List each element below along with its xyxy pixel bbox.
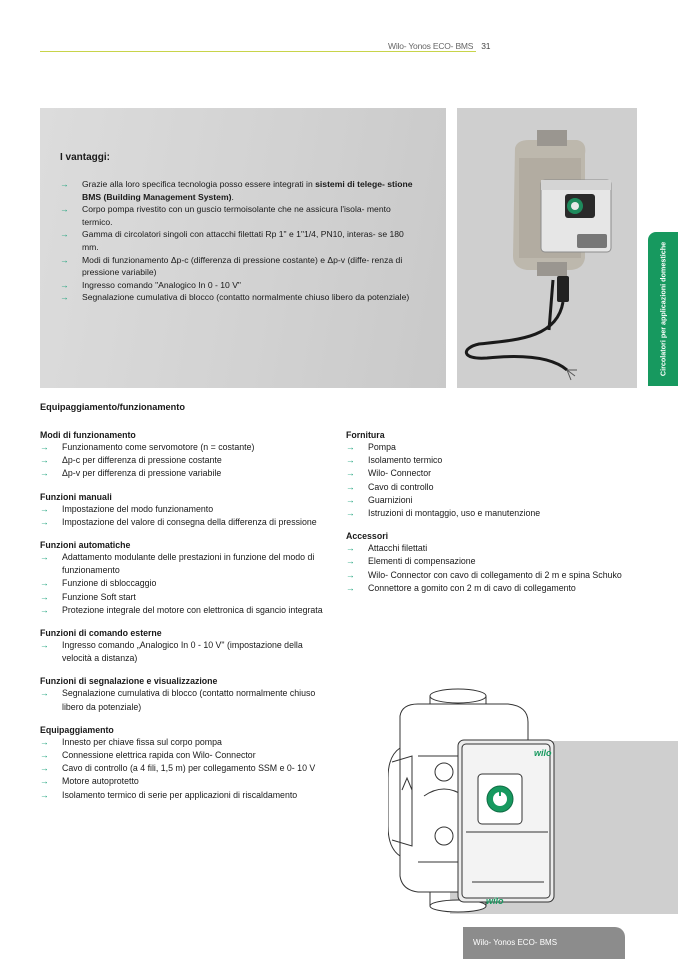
section-title: Funzioni manuali <box>40 491 112 502</box>
list-item: → Pompa <box>346 441 636 454</box>
arrow-icon: → <box>40 776 49 787</box>
left-column <box>40 430 330 813</box>
list-item: → Funzione Soft start <box>40 591 330 604</box>
running-header <box>388 41 490 51</box>
arrow-icon: → <box>40 578 49 589</box>
arrow-icon: → <box>60 204 69 215</box>
list-item: → Cavo di controllo <box>346 481 636 494</box>
arrow-icon: → <box>40 455 49 466</box>
list-item: → Connessione elettrica rapida con Wilo- Connector <box>40 749 330 762</box>
advantages-list <box>60 178 420 304</box>
arrow-icon: → <box>40 688 49 699</box>
section-funzioni-automatiche <box>40 540 330 617</box>
arrow-icon: → <box>346 508 355 519</box>
advantages-box <box>40 108 446 388</box>
list-item: → Grazie alla loro specifica tecnologia posso essere integrati in sistemi di telege- stione BMS (Building Management System). <box>60 179 413 202</box>
chapter-tab <box>648 232 678 386</box>
arrow-icon: → <box>40 736 49 747</box>
arrow-icon: → <box>40 468 49 479</box>
list-item: → Innesto per chiave fissa sul corpo pompa <box>40 736 330 749</box>
arrow-icon: → <box>346 569 355 580</box>
list-item: → Segnalazione cumulativa di blocco (contatto normalmente chiuso libero da potenziale) <box>60 292 410 303</box>
header-title: Wilo- Yonos ECO- BMS <box>388 41 474 51</box>
arrow-icon: → <box>346 543 355 554</box>
section-modi-funzionamento <box>40 430 330 481</box>
pump-drawing-svg <box>388 686 678 914</box>
section-funzioni-manuali <box>40 492 330 529</box>
section-title: Modi di funzionamento <box>40 430 136 440</box>
list-item: → Elementi di compensazione <box>346 555 636 568</box>
arrow-icon: → <box>40 591 49 602</box>
list-item: → Gamma di circolatori singoli con attacchi filettati Rp 1" e 1"1/4, PN10, interas- se 180 mm. <box>60 229 404 252</box>
chapter-tab-label: Circolatori per applicazioni domestiche <box>658 241 668 377</box>
pump-photo-illustration <box>457 108 637 388</box>
section-title: Fornitura <box>346 430 385 440</box>
arrow-icon: → <box>346 582 355 593</box>
list-item: → Ingresso comando "Analogico In 0 - 10 V" <box>60 279 241 290</box>
arrow-icon: → <box>40 789 49 800</box>
arrow-icon: → <box>60 292 69 303</box>
arrow-icon: → <box>40 750 49 761</box>
list-item: → Cavo di controllo (a 4 fili, 1,5 m) per collegamento SSM e 0- 10 V <box>40 762 330 775</box>
section-accessori <box>346 531 636 595</box>
list-item: → Attacchi filettati <box>346 542 636 555</box>
list-item: → Istruzioni di montaggio, uso e manutenzione <box>346 507 636 520</box>
arrow-icon: → <box>60 254 69 265</box>
list-item: → Ingresso comando „Analogico In 0 - 10 V" (impostazione della velocità a distanza) <box>40 640 303 664</box>
section-comando-esterne <box>40 628 330 665</box>
arrow-icon: → <box>60 229 69 240</box>
list-item: → Corpo pompa rivestito con un guscio termoisolante che ne assicura l'isola- mento termico. <box>60 204 391 227</box>
list-item: → Δp-v per differenza di pressione variabile <box>40 467 330 480</box>
arrow-icon: → <box>40 763 49 774</box>
arrow-icon: → <box>346 494 355 505</box>
arrow-icon: → <box>346 556 355 567</box>
pump-line-drawing <box>388 686 678 914</box>
section-title: Equipaggiamento <box>40 724 114 735</box>
brand-logo: wilo <box>534 748 552 758</box>
product-photo <box>457 108 637 388</box>
arrow-icon: → <box>346 455 355 466</box>
list-item: → Impostazione del modo funzionamento <box>40 503 330 516</box>
arrow-icon: → <box>40 442 49 452</box>
arrow-icon: → <box>346 442 355 452</box>
section-title: Funzioni di comando esterne <box>40 628 162 639</box>
list-item: → Segnalazione cumulativa di blocco (contatto normalmente chiuso libero da potenziale) <box>40 688 316 712</box>
list-item: → Δp-c per differenza di pressione costante <box>40 454 330 467</box>
list-item: → Isolamento termico <box>346 454 636 467</box>
arrow-icon: → <box>60 279 69 290</box>
section-heading: Equipaggiamento/funzionamento <box>40 402 185 412</box>
list-item: → Wilo- Connector con cavo di collegamento di 2 m e spina Schuko <box>346 569 636 582</box>
section-segnalazione <box>40 676 330 713</box>
list-item: → Modi di funzionamento Δp-c (differenza di pressione costante) e Δp-v (diffe- renza di pressione variabile) <box>60 254 403 278</box>
arrow-icon: → <box>346 481 355 492</box>
section-title: Funzioni di segnalazione e visualizzazione <box>40 676 218 687</box>
advantages-title: I vantaggi: <box>60 152 111 163</box>
arrow-icon: → <box>346 468 355 479</box>
header-rule <box>40 51 476 52</box>
arrow-icon: → <box>40 516 49 527</box>
list-item: → Protezione integrale del motore con elettronica di sgancio integrata <box>40 604 330 617</box>
section-equipaggiamento <box>40 725 330 802</box>
footer-tab <box>463 927 625 959</box>
list-item: → Guarnizioni <box>346 494 636 507</box>
section-title: Funzioni automatiche <box>40 540 131 551</box>
list-item: → Connettore a gomito con 2 m di cavo di collegamento <box>346 582 636 595</box>
arrow-icon: → <box>40 552 49 563</box>
list-item: → Wilo- Connector <box>346 467 636 480</box>
list-item: → Funzione di sbloccaggio <box>40 577 330 590</box>
arrow-icon: → <box>40 503 49 514</box>
list-item: → Funzionamento come servomotore (n = costante) <box>40 441 330 454</box>
list-item: → Motore autoprotetto <box>40 775 330 788</box>
arrow-icon: → <box>60 179 69 189</box>
list-item: → Adattamento modulante delle prestazioni in funzione del modo di funzionamento <box>40 552 315 576</box>
list-item: → Impostazione del valore di consegna della differenza di pressione <box>40 516 330 529</box>
section-title: Accessori <box>346 531 389 542</box>
brand-logo: wilo <box>486 896 504 906</box>
list-item: → Isolamento termico di serie per applicazioni di riscaldamento <box>40 789 330 802</box>
arrow-icon: → <box>40 640 49 651</box>
page-number: 31 <box>481 41 491 51</box>
footer-label: Wilo- Yonos ECO- BMS <box>473 938 558 947</box>
right-column <box>346 430 636 606</box>
section-fornitura <box>346 430 636 520</box>
arrow-icon: → <box>40 604 49 615</box>
